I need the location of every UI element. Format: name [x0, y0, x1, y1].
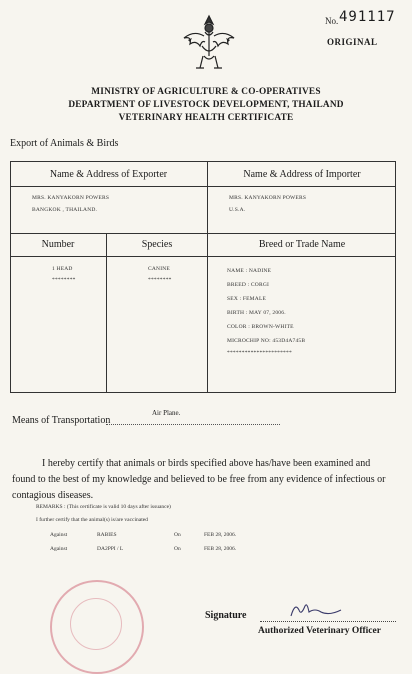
vaccination-against: Against [50, 546, 68, 552]
ministry-heading: MINISTRY OF AGRICULTURE & CO-OPERATIVES [91, 87, 321, 97]
species-value: CANINE [148, 266, 170, 272]
remarks-line: REMARKS : (This certificate is valid 10 days after issuance) [36, 504, 171, 510]
copy-type: ORIGINAL [327, 37, 378, 47]
species-filler: ******** [148, 277, 172, 283]
exporter-name: MRS. KANYAKORN POWERS [32, 195, 110, 201]
importer-name: MRS. KANYAKORN POWERS [229, 195, 307, 201]
table-divider [207, 161, 208, 393]
handwritten-signature-icon [285, 598, 345, 622]
number-value: 1 HEAD [52, 266, 73, 272]
number-filler: ******** [52, 277, 76, 283]
breed-line: MICROCHIP NO: 453D4A745B [227, 338, 306, 344]
vaccination-date: FEB 28, 2006. [204, 532, 237, 538]
vaccination-on: On [174, 532, 181, 538]
exporter-address: BANGKOK , THAILAND. [32, 207, 98, 213]
vaccine-name: RABIES [97, 532, 117, 538]
seal-inner-ring [70, 598, 122, 650]
vaccination-date: FEB 28, 2006. [204, 546, 237, 552]
vaccine-name: DA2PPI / L [97, 546, 124, 552]
certificate-number-label: No. [325, 16, 339, 26]
number-header: Number [41, 239, 75, 250]
certificate-title: VETERINARY HEALTH CERTIFICATE [118, 113, 294, 123]
section-title: Export of Animals & Birds [10, 138, 119, 149]
signature-label: Signature [205, 610, 247, 621]
breed-line: BIRTH : MAY 07, 2006. [227, 310, 286, 316]
table-divider [106, 233, 107, 393]
breed-header: Breed or Trade Name [258, 239, 346, 250]
transport-dotted-line [106, 424, 280, 425]
vaccination-statement: I further certify that the animal(s) is/are vaccinated [36, 517, 148, 523]
garuda-emblem-icon [178, 12, 240, 74]
transport-label: Means of Transportation [12, 415, 111, 426]
certification-statement: I hereby certify that animals or birds specified above has/have been examined and found to the best of my knowledge and believed to be free from any evidence of infectious or contagious diseases. [12, 458, 386, 501]
breed-line: SEX : FEMALE [227, 296, 267, 302]
vaccination-on: On [174, 546, 181, 552]
breed-line: BREED : CORGI [227, 282, 270, 288]
table-divider [10, 233, 396, 234]
exporter-header: Name & Address of Exporter [49, 169, 168, 180]
vaccination-against: Against [50, 532, 68, 538]
certificate-number: 491117 [339, 9, 396, 25]
signature-line [260, 621, 396, 622]
transport-value: Air Plane. [152, 409, 181, 417]
breed-line: ********************** [227, 350, 292, 356]
breed-line: COLOR : BROWN-WHITE [227, 324, 294, 330]
department-heading: DEPARTMENT OF LIVESTOCK DEVELOPMENT, THAILAND [68, 100, 344, 110]
signatory-title: Authorized Veterinary Officer [258, 626, 381, 636]
species-header: Species [141, 239, 173, 250]
importer-address: U.S.A. [229, 207, 246, 213]
breed-line: NAME : NADINE [227, 268, 272, 274]
table-divider [10, 186, 396, 187]
importer-header: Name & Address of Importer [243, 169, 361, 180]
table-divider [10, 256, 396, 257]
